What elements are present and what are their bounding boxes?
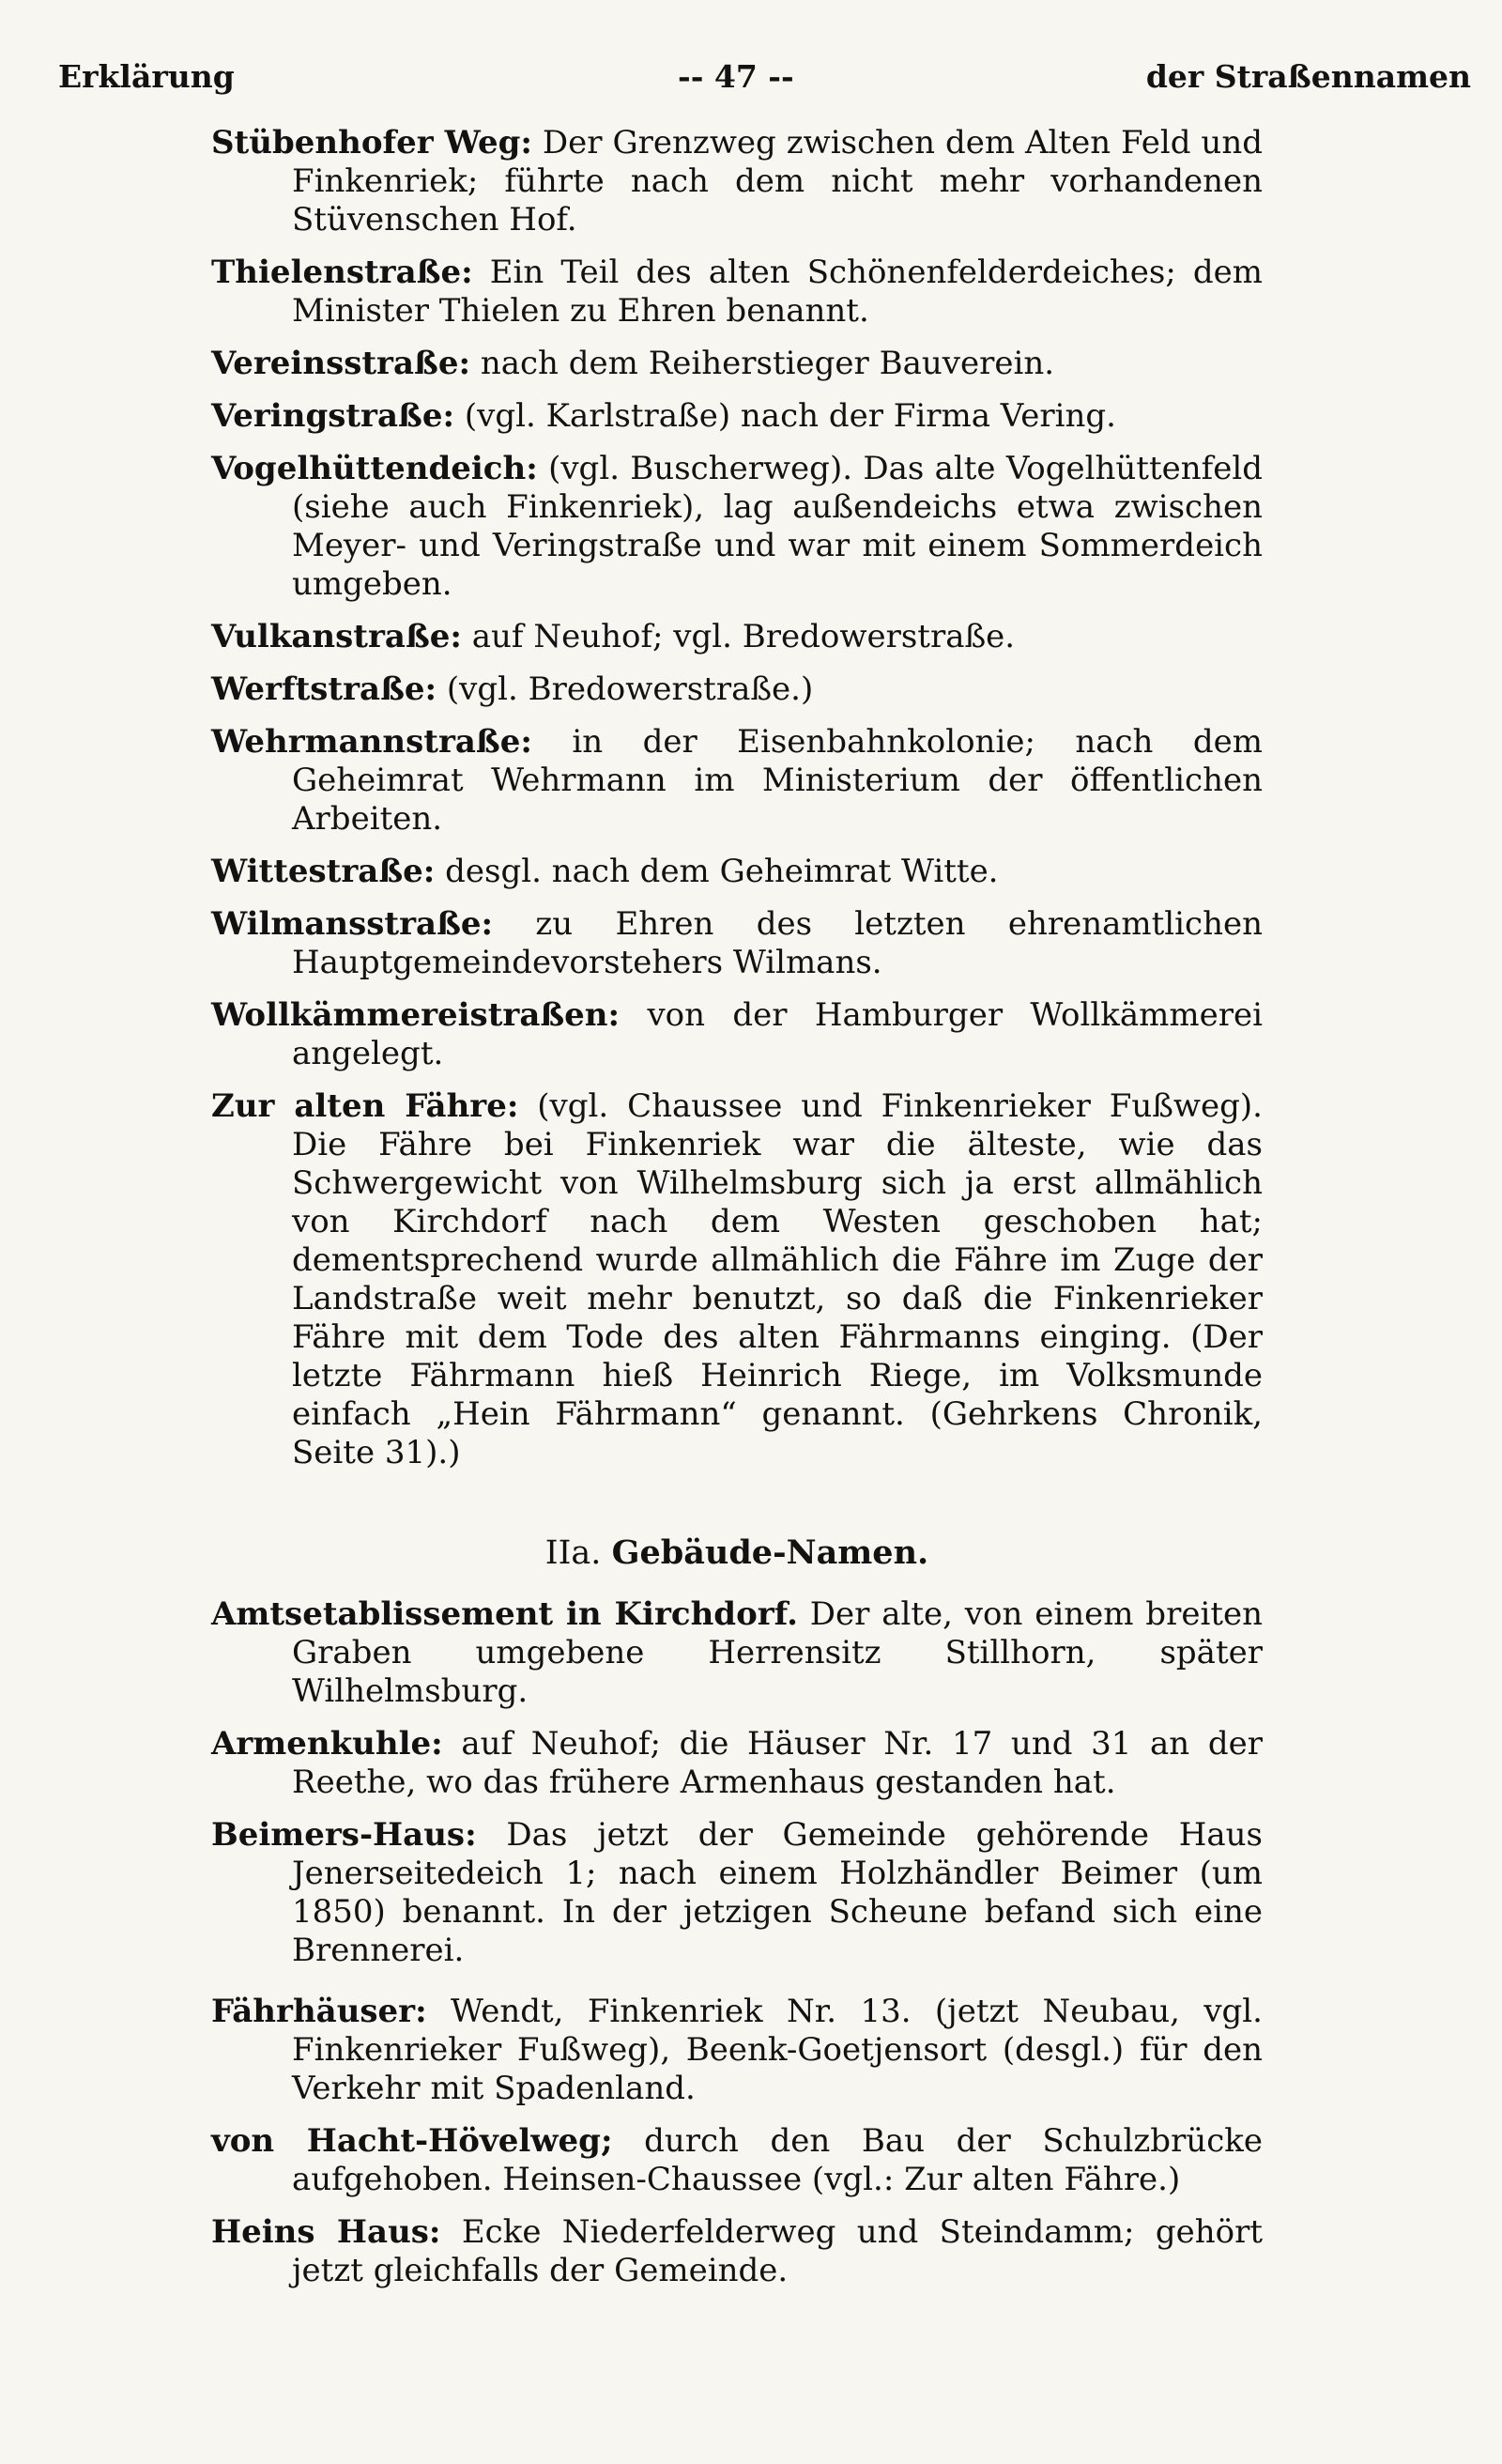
entry-heins-haus	[211, 2213, 1263, 2290]
entry-wilmansstrasse	[211, 905, 1263, 982]
entry-vogelhuettendeich	[211, 450, 1263, 604]
entry-term: von Hacht-Hövelweg;	[211, 2122, 613, 2160]
entry-thielenstrasse	[211, 254, 1263, 331]
entry-term: Zur alten Fähre:	[211, 1087, 519, 1125]
entry-text: nach dem Reiherstieger Bauverein.	[480, 345, 1055, 382]
entry-wollkaemmereistrassen	[211, 996, 1263, 1073]
entry-text: auf Neuhof; vgl. Bredowerstraße.	[471, 618, 1016, 655]
entry-text: Ecke Niederfelderweg und Steindamm; gehört jetzt gleichfalls der Gemeinde.	[292, 2213, 1264, 2289]
entry-text: (vgl. Chaussee und Finkenrieker Fußweg). Die Fähre bei Finkenriek war die älteste, wie das Schwergewicht von Wilhelmsburg sich ja erst allmählich von Kirchdorf nach dem Westen geschoben hat; dementsprechend wurde allmählich die Fähre im Zuge der Landstraße weit mehr benutzt, so daß die Finkenrieker Fähre mit dem Tode des alten Fährmanns einging. (Der letzte Fährmann hieß Heinrich Riege, im Volksmunde einfach „Hein Fährmann“ genannt. (Gehrkens Chronik, Seite 31).)	[292, 1087, 1263, 1471]
entry-term: Wollkämmereistraßen:	[211, 996, 621, 1034]
section-heading	[211, 1532, 1263, 1574]
entry-veringstrasse	[211, 397, 1263, 436]
entry-term: Beimers-Haus:	[211, 1816, 477, 1854]
entry-term: Heins Haus:	[211, 2213, 441, 2251]
entry-term: Wehrmannstraße:	[211, 723, 532, 761]
entry-term: Vereinsstraße:	[211, 345, 471, 382]
entry-faehrhaeuser	[211, 1993, 1263, 2108]
entry-term: Thielenstraße:	[211, 254, 473, 291]
entry-term: Amtsetablissement in Kirchdorf.	[211, 1595, 798, 1633]
entry-term: Fährhäuser:	[211, 1993, 427, 2030]
entry-text: in der Eisenbahnkolonie; nach dem Geheimrat Wehrmann im Ministerium der öffentlichen Arbeiten.	[292, 723, 1263, 838]
entry-text: (vgl. Bredowerstraße.)	[446, 670, 814, 708]
header-left-text: Erklärung	[58, 58, 235, 95]
entry-text: (vgl. Karlstraße) nach der Firma Vering.	[464, 397, 1116, 435]
header-right-text: der Straßennamen	[1145, 58, 1471, 95]
entry-text: Der Grenzweg zwischen dem Alten Feld und Finkenriek; führte nach dem nicht mehr vorhandenen Stüvenschen Hof.	[292, 124, 1263, 239]
building-name-entries	[211, 1595, 1263, 2304]
entry-text: Ein Teil des alten Schönenfelderdeiches; dem Minister Thielen zu Ehren benannt.	[292, 254, 1263, 330]
entry-armenkuhle	[211, 1725, 1263, 1802]
street-name-entries	[211, 124, 1263, 1486]
entry-vulkanstrasse	[211, 618, 1263, 656]
page-number: -- 47 --	[678, 58, 794, 95]
entry-vereinsstrasse	[211, 345, 1263, 383]
entry-wittestrasse	[211, 853, 1263, 891]
entry-term: Armenkuhle:	[211, 1725, 443, 1763]
entry-wehrmannstrasse	[211, 723, 1263, 839]
entry-text: Wendt, Finkenriek Nr. 13. (jetzt Neubau, vgl. Finkenrieker Fußweg), Beenk-Goetjensort (desgl.) für den Verkehr mit Spadenland.	[292, 1993, 1263, 2107]
entry-term: Veringstraße:	[211, 397, 455, 435]
entry-term: Vogelhüttendeich:	[211, 450, 538, 487]
entry-text: durch den Bau der Schulzbrücke aufgehoben. Heinsen-Chaussee (vgl.: Zur alten Fähre.)	[292, 2122, 1263, 2198]
entry-term: Werftstraße:	[211, 670, 437, 708]
entry-zur-alten-faehre	[211, 1087, 1263, 1472]
entry-stuebenhofer-weg	[211, 124, 1263, 239]
entry-text: zu Ehren des letzten ehrenamtlichen Hauptgemeindevorstehers Wilmans.	[292, 905, 1263, 981]
entry-werftstrasse	[211, 670, 1263, 709]
entry-amtsetablissement	[211, 1595, 1263, 1711]
entry-von-hacht-hoevelweg	[211, 2122, 1263, 2199]
entry-text: auf Neuhof; die Häuser Nr. 17 und 31 an der Reethe, wo das frühere Armenhaus gestanden hat.	[292, 1725, 1263, 1801]
entry-text: von der Hamburger Wollkämmerei angelegt.	[292, 996, 1263, 1072]
entry-text: Das jetzt der Gemeinde gehörende Haus Jenerseitedeich 1; nach einem Holzhändler Beimer (um 1850) benannt. In der jetzigen Scheune befand sich eine Brennerei.	[292, 1816, 1263, 1969]
entry-term: Wittestraße:	[211, 853, 436, 890]
entry-term: Stübenhofer Weg:	[211, 124, 532, 162]
section-title: Gebäude-Namen.	[611, 1533, 929, 1572]
entry-term: Vulkanstraße:	[211, 618, 462, 655]
entry-term: Wilmansstraße:	[211, 905, 494, 943]
entry-beimers-haus	[211, 1816, 1263, 1970]
entry-text: (vgl. Buscherweg). Das alte Vogelhüttenfeld (siehe auch Finkenriek), lag außendeichs etwa zwischen Meyer- und Veringstraße und war mit einem Sommerdeich umgeben.	[292, 450, 1263, 603]
running-header	[58, 58, 1471, 109]
entry-text: Der alte, von einem breiten Graben umgebene Herrensitz Stillhorn, später Wilhelmsburg.	[292, 1595, 1264, 1710]
section-number: IIa.	[544, 1534, 602, 1572]
entry-text: desgl. nach dem Geheimrat Witte.	[445, 853, 999, 890]
